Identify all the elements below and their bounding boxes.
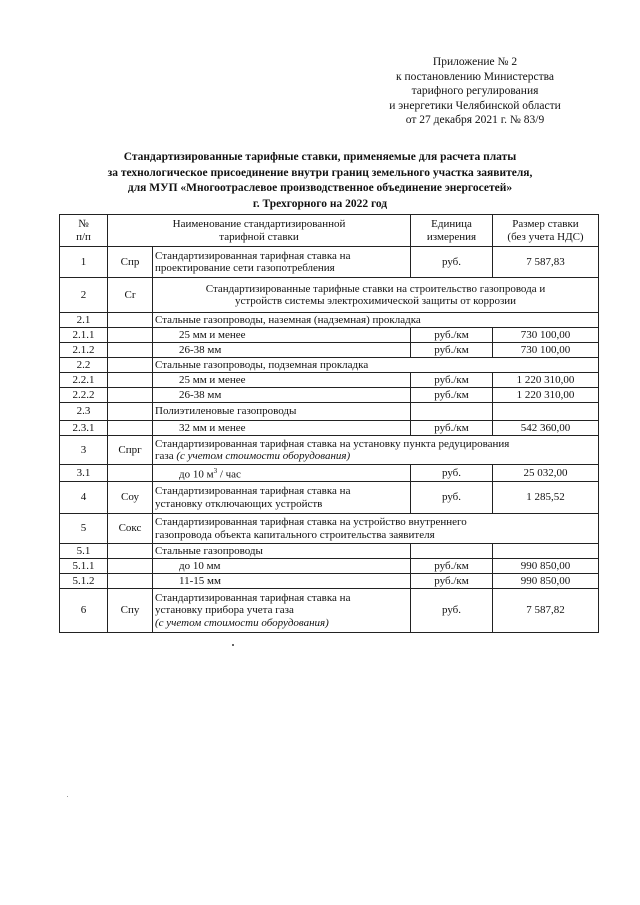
table-row <box>60 313 599 328</box>
cell-name: 11-15 мм <box>153 574 411 589</box>
cell-value: 1 285,52 <box>493 482 599 514</box>
cell-code: Спу <box>108 589 153 633</box>
cell-code <box>108 574 153 589</box>
cell-code <box>108 313 153 328</box>
header-unit: Единица измерения <box>411 215 493 247</box>
cell-code <box>108 544 153 559</box>
cell-num: 3 <box>60 436 108 465</box>
cell-name: Стандартизированная тарифная ставка на устройство внутреннего газопровода объекта капитального строительства заявителя <box>153 514 599 544</box>
cell-num: 3.1 <box>60 465 108 482</box>
cell-name: 25 мм и менее <box>153 373 411 388</box>
cell-num: 5.1.2 <box>60 574 108 589</box>
cell-name: Стандартизированная тарифная ставка на проектирование сети газопотребления <box>153 247 411 278</box>
cell-value: 1 220 310,00 <box>493 373 599 388</box>
table-row <box>60 589 599 633</box>
cell-num: 2.2.1 <box>60 373 108 388</box>
cell-value: 990 850,00 <box>493 559 599 574</box>
table-row <box>60 388 599 403</box>
cell-value <box>493 544 599 559</box>
table-row <box>60 373 599 388</box>
cell-value: 730 100,00 <box>493 328 599 343</box>
cell-num: 2.1.1 <box>60 328 108 343</box>
title-line: г. Трехгорного на 2022 год <box>252 197 388 210</box>
cell-code <box>108 373 153 388</box>
table-row <box>60 514 599 544</box>
cell-unit: руб. <box>411 247 493 278</box>
cell-num: 6 <box>60 589 108 633</box>
table-header-row <box>60 215 599 247</box>
cell-num: 2.3.1 <box>60 421 108 436</box>
title-line: для МУП «Многоотраслевое производственное объединение энергосетей» <box>127 182 513 194</box>
appendix-header <box>360 55 590 128</box>
cell-code <box>108 403 153 421</box>
cell-name: до 10 $м^3$ / час <box>153 465 411 482</box>
scan-speck <box>67 796 68 797</box>
cell-code <box>108 465 153 482</box>
cell-name: Стальные газопроводы, наземная (надземная) прокладка <box>153 313 599 328</box>
cell-unit: руб./км <box>411 373 493 388</box>
cell-name: Стандартизированные тарифные ставки на строительство газопровода и устройств системы электрохимической защиты от коррозии <box>153 278 599 313</box>
cell-value: 25 032,00 <box>493 465 599 482</box>
table-row <box>60 247 599 278</box>
cell-num: 5.1 <box>60 544 108 559</box>
cell-name: Стандартизированная тарифная ставка на установку пункта редуцирования газа (с учетом стоимости оборудования) <box>153 436 599 465</box>
table-row <box>60 559 599 574</box>
appendix-line: Приложение № 2 <box>432 56 518 68</box>
header-name: Наименование стандартизированной тарифной ставки <box>108 215 411 247</box>
cell-unit: руб./км <box>411 328 493 343</box>
cell-num: 2.3 <box>60 403 108 421</box>
header-num: № п/п <box>60 215 108 247</box>
cell-value: 1 220 310,00 <box>493 388 599 403</box>
cell-code <box>108 559 153 574</box>
cell-name: 26-38 мм <box>153 388 411 403</box>
cell-code: Сокс <box>108 514 153 544</box>
cell-unit <box>411 403 493 421</box>
cell-name: 26-38 мм <box>153 343 411 358</box>
cell-name: Стандартизированная тарифная ставка на установку прибора учета газа (с учетом стоимости оборудования) <box>153 589 411 633</box>
cell-unit: руб./км <box>411 574 493 589</box>
title-line: Стандартизированные тарифные ставки, применяемые для расчета платы <box>123 151 517 163</box>
title-line: за технологическое присоединение внутри границ земельного участка заявителя, <box>107 166 533 179</box>
cell-value: 7 587,83 <box>493 247 599 278</box>
cell-num: 4 <box>60 482 108 514</box>
table-row <box>60 436 599 465</box>
cell-num: 1 <box>60 247 108 278</box>
cell-num: 5 <box>60 514 108 544</box>
appendix-line: от 27 декабря 2021 г. № 83/9 <box>405 114 545 126</box>
cell-num: 2 <box>60 278 108 313</box>
cell-num: 2.1 <box>60 313 108 328</box>
appendix-line: к постановлению Министерства <box>395 70 554 83</box>
document-title <box>60 150 580 212</box>
cell-code: Спр <box>108 247 153 278</box>
cell-name: до 10 мм <box>153 559 411 574</box>
cell-value: 730 100,00 <box>493 343 599 358</box>
header-rate: Размер ставки (без учета НДС) <box>493 215 599 247</box>
cell-code <box>108 388 153 403</box>
cell-num: 2.1.2 <box>60 343 108 358</box>
table-row <box>60 465 599 482</box>
cell-name: Стандартизированная тарифная ставка на установку отключающих устройств <box>153 482 411 514</box>
table-row <box>60 574 599 589</box>
table-row <box>60 482 599 514</box>
cell-name: 32 мм и менее <box>153 421 411 436</box>
cell-code <box>108 343 153 358</box>
table-row <box>60 403 599 421</box>
cell-num: 2.2.2 <box>60 388 108 403</box>
appendix-line: и энергетики Челябинской области <box>389 99 561 112</box>
scan-speck <box>232 644 234 646</box>
cell-unit <box>411 544 493 559</box>
cell-code: Спрг <box>108 436 153 465</box>
cell-num: 2.2 <box>60 358 108 373</box>
cell-value: 990 850,00 <box>493 574 599 589</box>
cell-unit: руб. <box>411 482 493 514</box>
table-row <box>60 544 599 559</box>
table-row <box>60 278 599 313</box>
table-row <box>60 328 599 343</box>
cell-unit: руб. <box>411 465 493 482</box>
cell-unit: руб./км <box>411 421 493 436</box>
cell-code <box>108 328 153 343</box>
cell-code: Соу <box>108 482 153 514</box>
cell-name: Стальные газопроводы <box>153 544 411 559</box>
cell-unit: руб./км <box>411 343 493 358</box>
cell-name: Полиэтиленовые газопроводы <box>153 403 411 421</box>
cell-code: Cr <box>108 278 153 313</box>
cell-name: 25 мм и менее <box>153 328 411 343</box>
cell-unit: руб./км <box>411 559 493 574</box>
cell-code <box>108 358 153 373</box>
cell-name: Стальные газопроводы, подземная прокладка <box>153 358 599 373</box>
table-row <box>60 358 599 373</box>
table-row <box>60 421 599 436</box>
table-row <box>60 343 599 358</box>
cell-value <box>493 403 599 421</box>
cell-num: 5.1.1 <box>60 559 108 574</box>
appendix-line: тарифного регулирования <box>411 85 539 97</box>
cell-unit: руб./км <box>411 388 493 403</box>
cell-value: 542 360,00 <box>493 421 599 436</box>
cell-value: 7 587,82 <box>493 589 599 633</box>
cell-code <box>108 421 153 436</box>
cell-unit: руб. <box>411 589 493 633</box>
tariff-table <box>59 214 599 633</box>
